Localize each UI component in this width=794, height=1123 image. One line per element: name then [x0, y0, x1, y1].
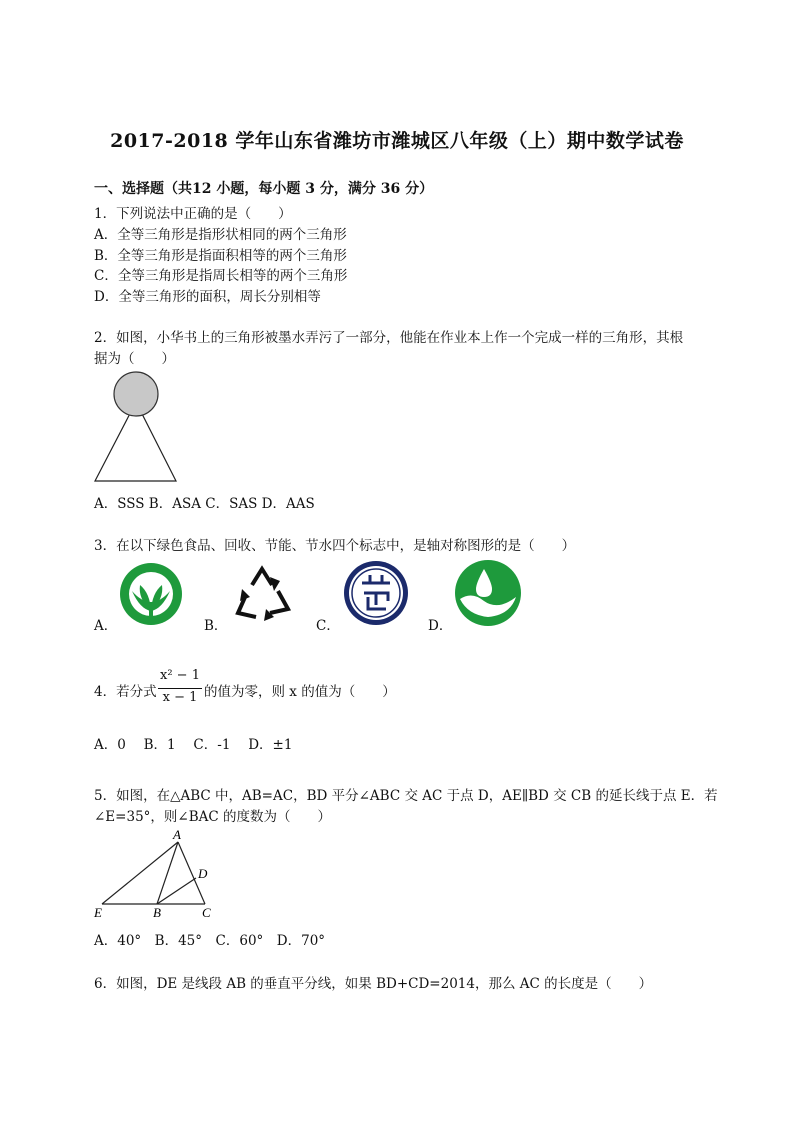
- question-3-stem: 3．在以下绿色食品、回收、节能、节水四个标志中，是轴对称图形的是（ ）: [94, 538, 576, 554]
- point-label-a: A: [173, 827, 181, 842]
- recycle-logo-icon: [230, 561, 296, 627]
- question-2-stem-line2: 据为（ ）: [94, 351, 175, 367]
- fraction-denominator: x − 1: [162, 690, 198, 705]
- question-5-stem-line2: ∠E=35°，则∠BAC 的度数为（ ）: [94, 809, 332, 825]
- question-1-option-c: C．全等三角形是指周长相等的两个三角形: [94, 268, 348, 284]
- point-label-d: D: [198, 866, 208, 881]
- question-4-stem-prefix: 4．若分式: [94, 684, 157, 700]
- question-6-stem: 6．如图，DE 是线段 AB 的垂直平分线，如果 BD+CD=2014，那么 AC 的长度是（ ）: [94, 976, 653, 992]
- question-1-stem: 1．下列说法中正确的是（ ）: [94, 206, 292, 222]
- page-title: 2017-2018 学年山东省潍坊市潍城区八年级（上）期中数学试卷: [110, 130, 684, 152]
- ink-stained-triangle-figure: [90, 370, 190, 485]
- question-3-label-c: C．: [316, 618, 340, 634]
- question-1-option-a: A．全等三角形是指形状相同的两个三角形: [94, 227, 347, 243]
- fraction-bar: [158, 688, 202, 689]
- water-saving-logo-icon: [454, 559, 522, 627]
- question-5-options: A．40° B．45° C．60° D．70°: [94, 933, 326, 949]
- fraction-numerator: x² − 1: [160, 668, 200, 683]
- question-3-label-a: A．: [94, 618, 118, 634]
- energy-saving-logo-icon: [342, 559, 410, 627]
- question-3-label-b: B．: [204, 618, 228, 634]
- point-label-e: E: [94, 905, 102, 920]
- question-1-option-d: D．全等三角形的面积，周长分别相等: [94, 289, 321, 305]
- ink-blot: [114, 372, 158, 416]
- question-4-stem-suffix: 的值为零，则 x 的值为（ ）: [204, 684, 396, 700]
- question-4-options: A．0 B．1 C．-1 D．±1: [94, 737, 293, 753]
- question-5-stem-line1: 5．如图，在△ABC 中，AB=AC，BD 平分∠ABC 交 AC 于点 D，AE∥BD 交 CB 的延长线于点 E．若: [94, 788, 718, 804]
- question-2-options: A．SSS B．ASA C．SAS D．AAS: [94, 496, 315, 512]
- green-food-logo-icon: [118, 561, 184, 627]
- question-2-stem-line1: 2．如图，小华书上的三角形被墨水弄污了一部分，他能在作业本上作一个完成一样的三角形，其根: [94, 330, 684, 346]
- question-1-option-b: B．全等三角形是指面积相等的两个三角形: [94, 248, 347, 264]
- point-label-b: B: [153, 905, 161, 920]
- point-label-c: C: [202, 905, 211, 920]
- question-3-label-d: D．: [428, 618, 453, 634]
- triangle-abc-figure: [92, 828, 222, 920]
- section-heading: 一、选择题（共12 小题，每小题 3 分，满分 36 分）: [94, 181, 434, 197]
